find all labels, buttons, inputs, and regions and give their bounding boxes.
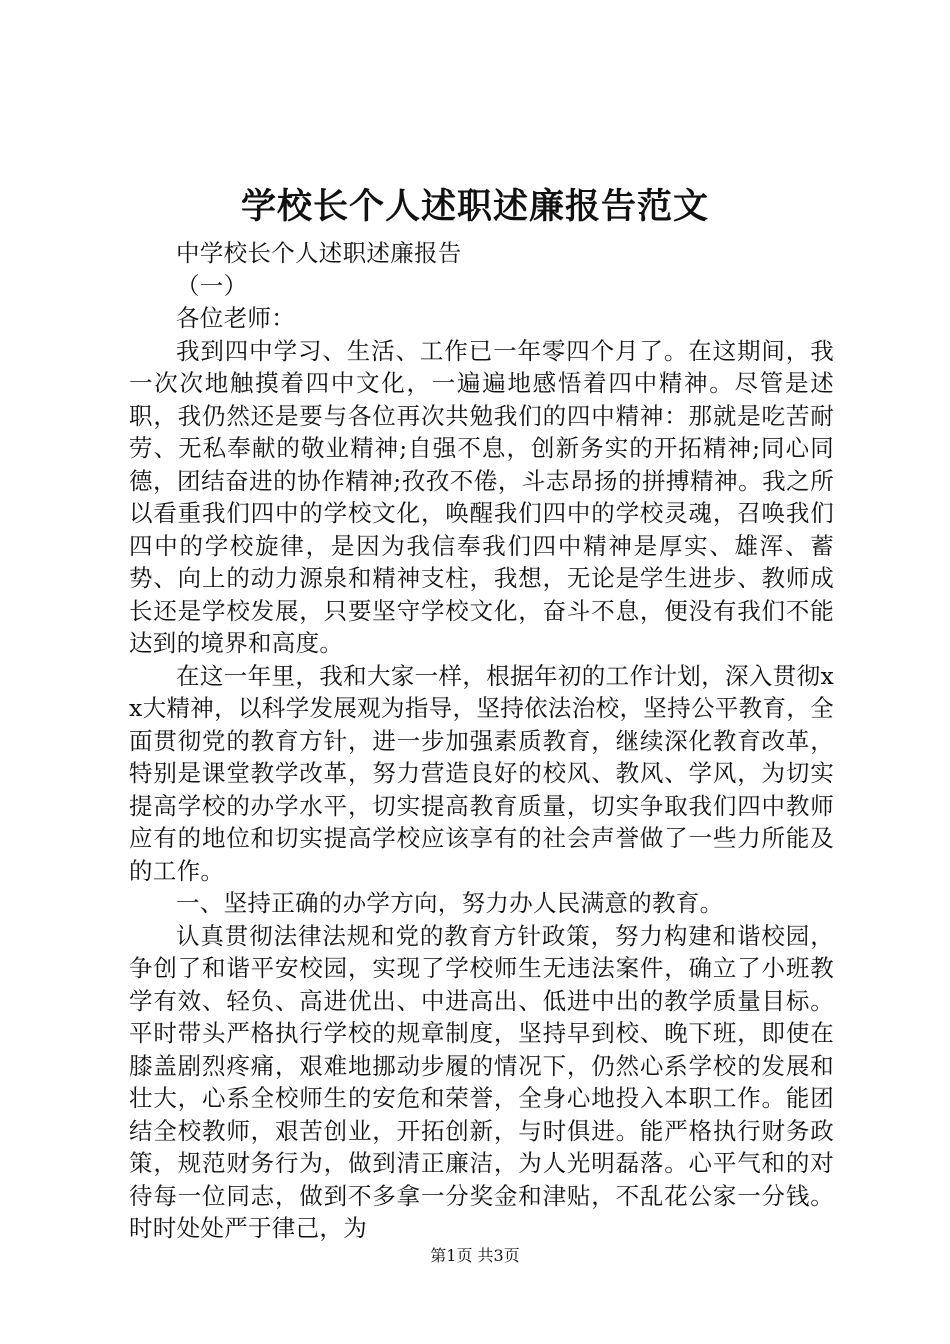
- document-title: 学校长个人述职述廉报告范文: [240, 186, 709, 227]
- salutation: 各位老师：: [176, 304, 295, 332]
- body-paragraph: 我到四中学习、生活、工作已一年零四个月了。在这期间，我一次次地触摸着四中文化，一遍遍地感悟着四中精神。尽管是述职，我仍然还是要与各位再次共勉我们的四中精神：那就是吃苦耐劳、无私奉献的敬业精神;自强不息，创新务实的开拓精神;同心同德，团结奋进的协作精神;孜孜不倦，斗志昂扬的拼搏精神。我之所以看重我们四中的学校文化，唤醒我们四中的学校灵魂，召唤我们四中的学校旋律，是因为我信奉我们四中精神是厚实、雄浑、蓄势、向上的动力源泉和精神支柱，我想，无论是学生进步、教师成长还是学校发展，只要坚守学校文化，奋斗不息，便没有我们不能达到的境界和高度。: [129, 336, 834, 657]
- report-subtitle: 中学校长个人述职述廉报告: [176, 239, 462, 267]
- page-footer: 第1页 共3页: [430, 1246, 520, 1265]
- section-number: （一）: [176, 271, 248, 300]
- document-body: [129, 237, 834, 1245]
- body-paragraph: 在这一年里，我和大家一样，根据年初的工作计划，深入贯彻xx大精神，以科学发展观为指导，坚持依法治校，坚持公平教育，全面贯彻党的教育方针，进一步加强素质教育，继续深化教育改革，特别是课堂教学改革，努力营造良好的校风、教风、学风，为切实提高学校的办学水平，切实提高教育质量，切实争取我们四中教师应有的地位和切实提高学校应该享有的社会声誉做了一些力所能及的工作。: [129, 661, 834, 885]
- section-heading: 一、坚持正确的办学方向，努力办人民满意的教育。: [176, 889, 724, 917]
- body-paragraph: 认真贯彻法律法规和党的教育方针政策，努力构建和谐校园，争创了和谐平安校园，实现了学校师生无违法案件，确立了小班教学有效、轻负、高进优出、中进高出、低进中出的教学质量目标。平时带头严格执行学校的规章制度，坚持早到校、晚下班，即使在膝盖剧烈疼痛，艰难地挪动步履的情况下，仍然心系学校的发展和壮大，心系全校师生的安危和荣誉，全身心地投入本职工作。能团结全校教师，艰苦创业，开拓创新，与时俱进。能严格执行财务政策，规范财务行为，做到清正廉洁，为人光明磊落。心平气和的对待每一位同志，做到不多拿一分奖金和津贴，不乱花公家一分钱。时时处处严于律己，为: [129, 921, 834, 1242]
